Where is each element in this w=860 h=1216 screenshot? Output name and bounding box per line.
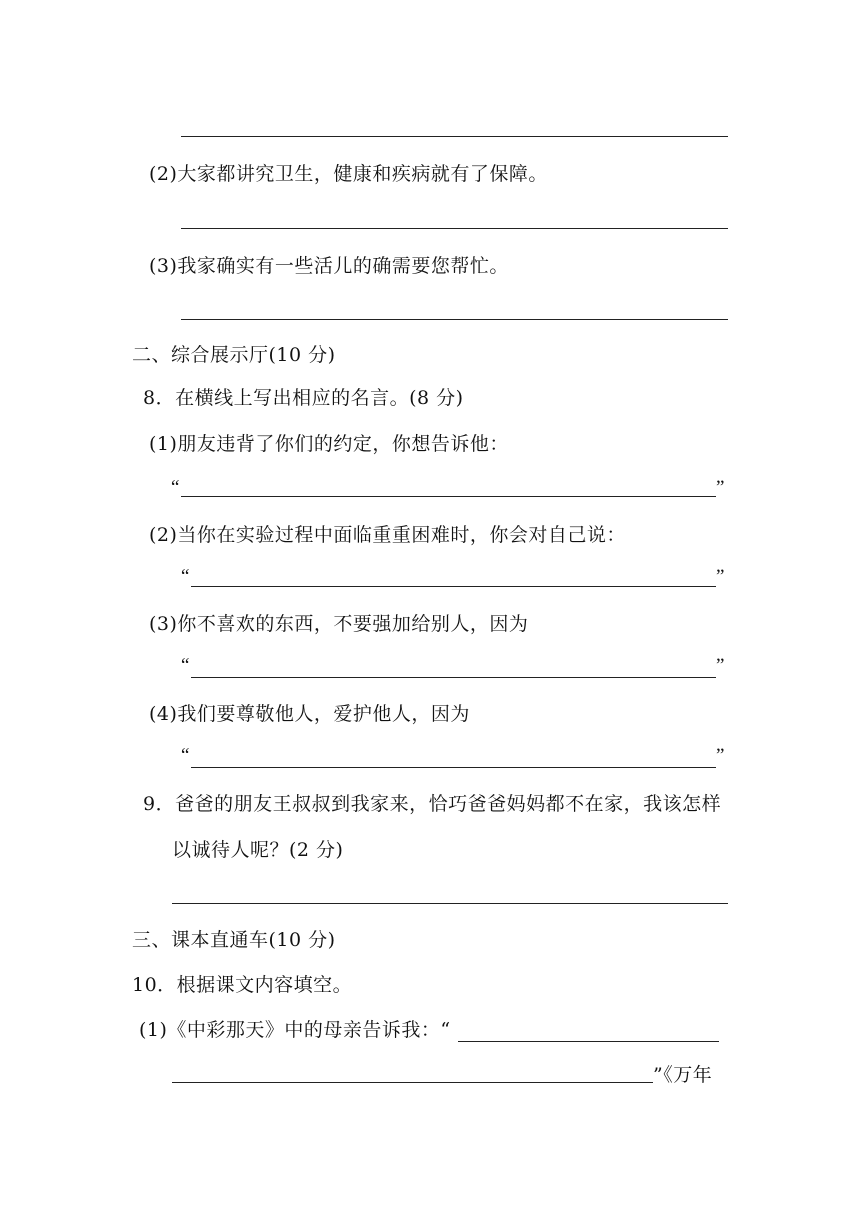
answer-line: [181, 136, 728, 137]
answer-line: [458, 1041, 719, 1042]
answer-line: [191, 677, 716, 678]
question-8-stem: 8．在横线上写出相应的名言。(8 分): [143, 387, 464, 409]
answer-line: [181, 496, 716, 497]
answer-line: [181, 319, 728, 320]
question-item-7-2: (2)大家都讲究卫生，健康和疾病就有了保障。: [149, 163, 548, 185]
close-quote: ”: [716, 566, 725, 587]
open-quote: “: [181, 655, 190, 676]
question-10-item-1: (1)《中彩那天》中的母亲告诉我：“: [139, 1019, 451, 1041]
answer-line: [191, 767, 716, 768]
open-quote: “: [171, 477, 180, 498]
close-quote: ”: [716, 745, 725, 766]
question-item-7-3: (3)我家确实有一些活儿的确需要您帮忙。: [149, 255, 509, 277]
question-10-item-1-tail: ”《万年: [653, 1064, 713, 1086]
question-9-stem-line2: 以诚待人呢？(2 分): [172, 839, 344, 861]
question-9-stem-line1: 9．爸爸的朋友王叔叔到我家来，恰巧爸爸妈妈都不在家，我该怎样: [143, 793, 722, 815]
question-8-item-2: (2)当你在实验过程中面临重重困难时，你会对自己说：: [149, 524, 626, 546]
open-quote: “: [181, 566, 190, 587]
close-quote: ”: [716, 477, 725, 498]
section-heading-3: 三、课本直通车(10 分): [132, 929, 336, 951]
open-quote: “: [181, 745, 190, 766]
answer-line: [172, 1082, 653, 1083]
question-10-stem: 10．根据课文内容填空。: [132, 974, 353, 996]
question-8-item-1: (1)朋友违背了你们的约定，你想告诉他：: [149, 433, 509, 455]
answer-line: [191, 586, 716, 587]
close-quote: ”: [716, 655, 725, 676]
question-8-item-4: (4)我们要尊敬他人，爱护他人，因为: [149, 703, 470, 725]
question-8-item-3: (3)你不喜欢的东西，不要强加给别人，因为: [149, 613, 529, 635]
section-heading-2: 二、综合展示厅(10 分): [132, 344, 336, 366]
answer-line: [172, 903, 728, 904]
answer-line: [181, 228, 728, 229]
